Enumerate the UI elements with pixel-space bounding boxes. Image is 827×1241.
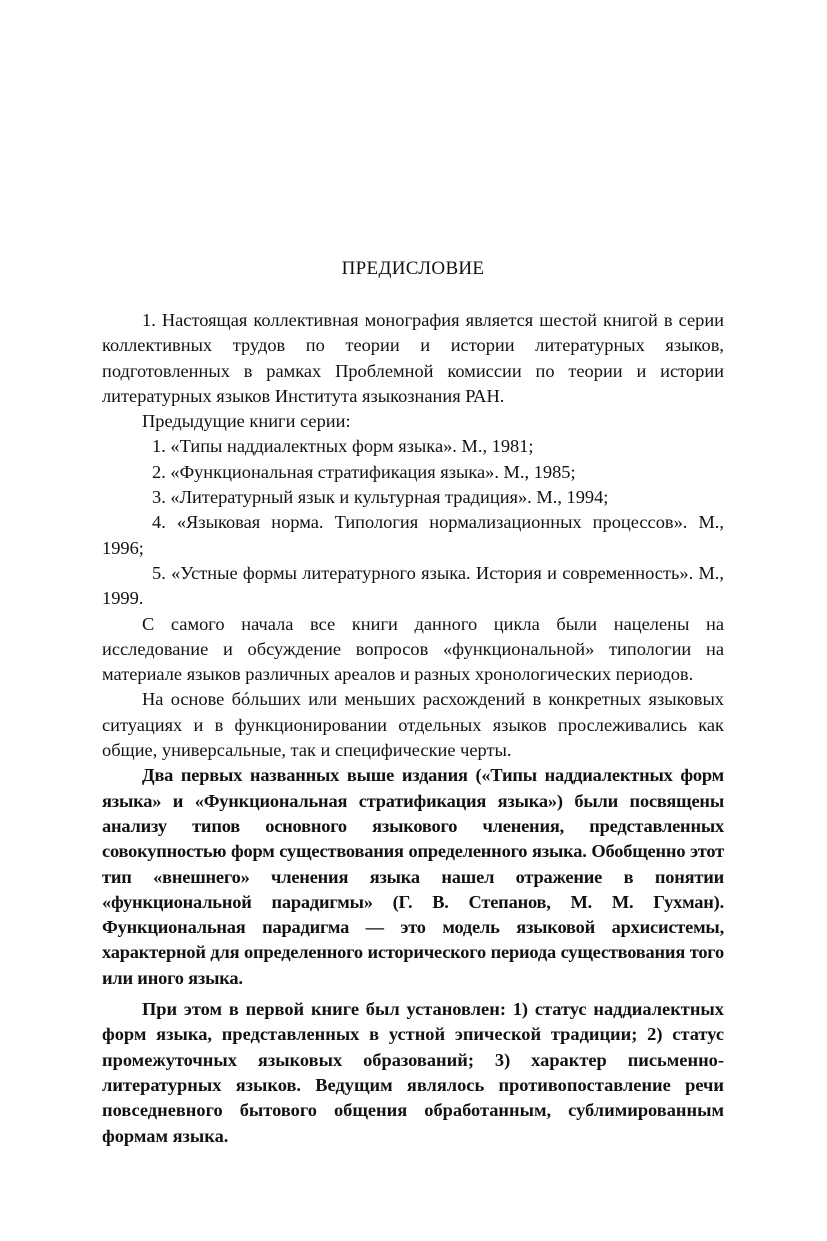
page-title: ПРЕДИСЛОВИЕ (341, 258, 485, 279)
book-list-item: 5. «Устные формы литературного языка. История и современность». М., 1999. (102, 562, 724, 609)
paragraph-differences: На основе бóльших или меньших расхождений в конкретных языковых ситуациях и в функционировании отдельных языков прослеживались как общие, универсальные, так и специфические черты. (102, 689, 724, 761)
paragraph-cycle: С самого начала все книги данного цикла были нацелены на исследование и обсуждение вопросов «функциональной» типологии на материале языков различных ареалов и разных хронологических периодов. (102, 613, 724, 685)
book-list-item: 4. «Языковая норма. Типология нормализационных процессов». М., 1996; (102, 512, 724, 558)
paragraph-first-book: При этом в первой книге был установлен: 1) статус наддиалектных форм языка, представленных в устной эпической традиции; 2) статус промежуточных языковых образований; 3) характер письменно-литературных языков. Ведущим являлось противопоставление речи повседневного бытового общения обработанным, сублимированным формам языка. (102, 999, 724, 1146)
book-list-item: 3. «Литературный язык и культурная традиция». М., 1994; (152, 487, 609, 508)
paragraph-first-two-editions: Два первых названных выше издания («Типы наддиалектных форм языка» и «Функциональная стратификация языка») были посвящены анализу типов основного языкового членения, представленных совокупностью форм существования определенного языка. Обобщенно этот тип «внешнего» членения языка нашел отражение в понятии «функциональной парадигмы» (Г. В. Степанов, М. М. Гухман). Функциональная парадигма — это модель языковой архисистемы, характерной для определенного исторического периода существования того или иного языка. (102, 765, 724, 988)
previous-books-heading: Предыдущие книги серии: (142, 411, 351, 432)
intro-paragraph: 1. Настоящая коллективная монография является шестой книгой в серии коллективных трудов по теории и истории литературных языков, подготовленных в рамках Проблемной комиссии по теории и истории литературных языков Института языкознания РАН. (102, 310, 724, 406)
document-page (102, 254, 724, 1149)
book-list-item: 2. «Функциональная стратификация языка». М., 1985; (152, 461, 576, 482)
book-list-item: 1. «Типы наддиалектных форм языка». М., 1981; (152, 436, 534, 457)
book-list (102, 434, 724, 611)
